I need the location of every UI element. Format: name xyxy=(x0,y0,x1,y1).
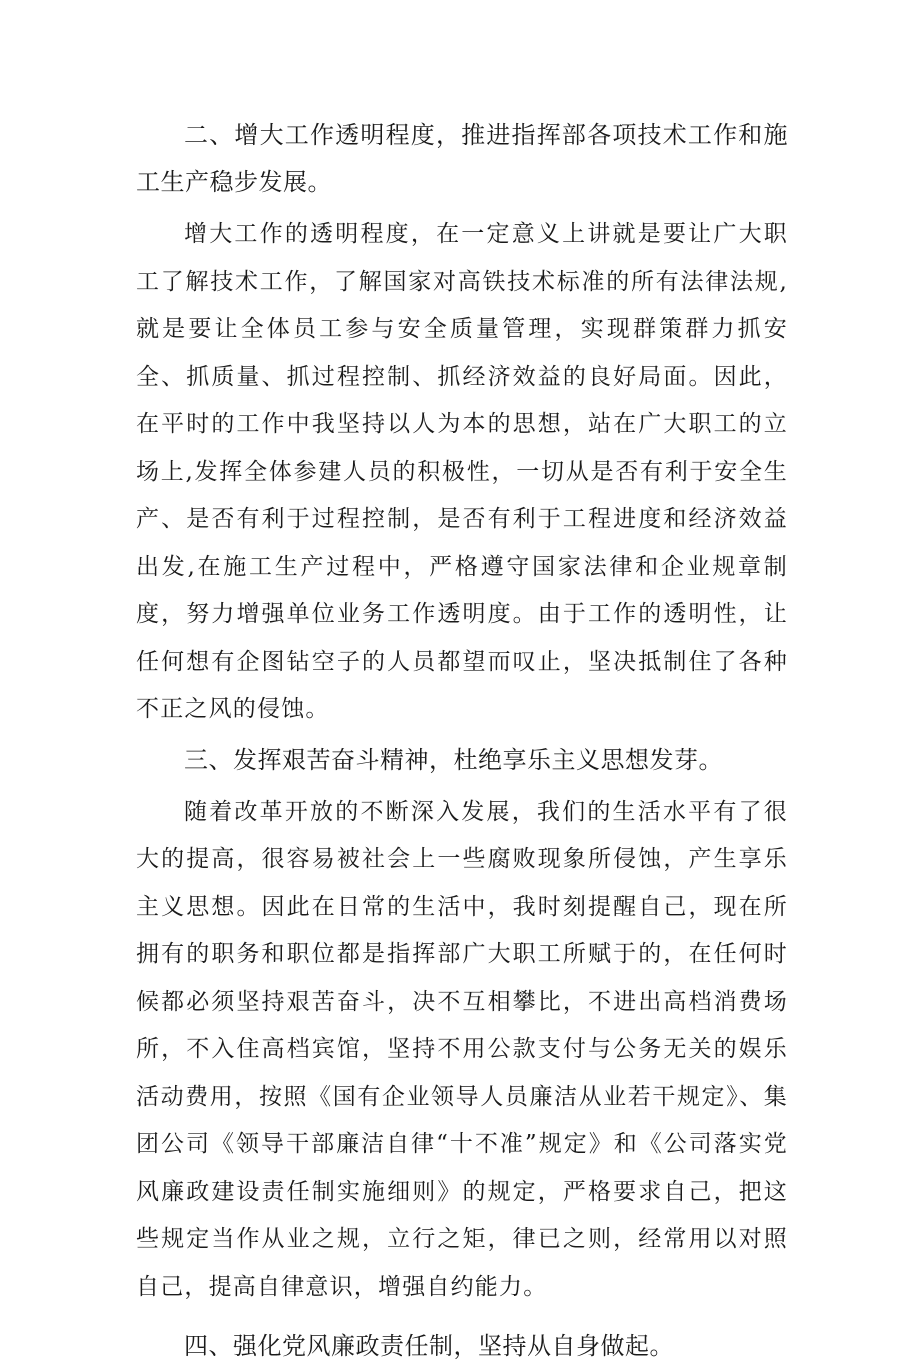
section-2-heading: 二、增大工作透明程度，推进指挥部各项技术工作和施工生产稳步发展。 xyxy=(136,121,788,196)
section-4-heading: 四、强化党风廉政责任制，坚持从自身做起。 xyxy=(184,1332,674,1360)
section-3-paragraph: 随着改革开放的不断深入发展，我们的生活水平有了很大的提高，很容易被社会上一些腐败现象所侵蚀，产生享乐主义思想。因此在日常的生活中，我时刻提醒自己，现在所拥有的职务和职位都是指挥部广大职工所赋于的，在任何时候都必须坚持艰苦奋斗，决不互相攀比，不进出高档消费场所，不入住高档宾馆，坚持不用公款支付与公务无关的娱乐活动费用，按照《国有企业领导人员廉洁从业若干规定》、集团公司《领导干部廉洁自律“十不准”规定》和《公司落实党风廉政建设责任制实施细则》的规定，严格要求自己，把这些规定当作从业之规，立行之矩，律已之则，经常用以对照自己，提高自律意识，增强自约能力。 xyxy=(136,798,788,1300)
document-body xyxy=(136,112,788,1370)
section-2-paragraph: 增大工作的透明程度，在一定意义上讲就是要让广大职工了解技术工作，了解国家对高铁技术标准的所有法律法规,就是要让全体员工参与安全质量管理，实现群策群力抓安全、抓质量、抓过程控制、抓经济效益的良好局面。因此，在平时的工作中我坚持以人为本的思想，站在广大职工的立场上,发挥全体参建人员的积极性，一切从是否有利于安全生产、是否有利于过程控制，是否有利于工程进度和经济效益出发,在施工生产过程中，严格遵守国家法律和企业规章制度，努力增强单位业务工作透明度。由于工作的透明性，让任何想有企图钻空子的人员都望而叹止，坚决抵制住了各种不正之风的侵蚀。 xyxy=(136,221,788,722)
section-3-heading: 三、发挥艰苦奋斗精神，杜绝享乐主义思想发芽。 xyxy=(184,745,723,774)
